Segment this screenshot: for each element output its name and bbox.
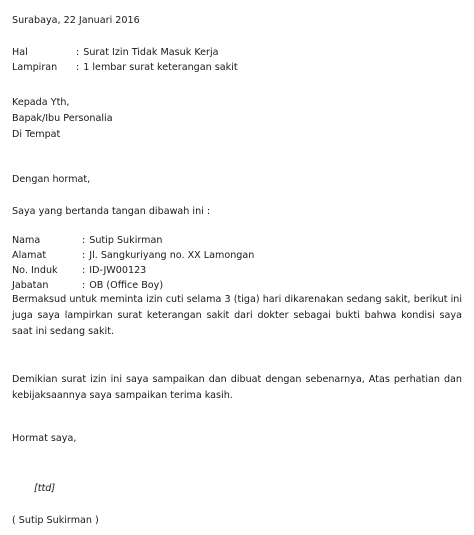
identity-value: Sutip Sukirman (89, 235, 163, 246)
recipient-line: Bapak/Ibu Personalia (12, 113, 113, 124)
identity-value: ID-JW00123 (89, 265, 147, 276)
signature: [ttd] (34, 483, 56, 494)
identity-row (12, 264, 254, 277)
hal-value: Surat Izin Tidak Masuk Kerja (83, 47, 219, 58)
recipient-line: Kepada Yth, (12, 97, 70, 108)
closing-paragraph: Demikian surat izin ini saya sampaikan dan dibuat dengan sebenarnya, Atas perhatian dan kebijaksaannya saya sampaikan terima kasih. (12, 374, 462, 401)
hal-label: Hal (12, 47, 28, 58)
identity-label: Jabatan (12, 280, 49, 291)
lampiran-row (12, 61, 238, 74)
identity-table (12, 234, 254, 292)
subject-block (12, 46, 238, 74)
identity-value: Jl. Sangkuriyang no. XX Lamongan (89, 250, 255, 261)
place-date: Surabaya, 22 Januari 2016 (12, 15, 140, 26)
identity-label: Alamat (12, 250, 47, 261)
identity-row (12, 249, 254, 262)
lampiran-separator: : (76, 62, 80, 73)
recipient-line: Di Tempat (12, 129, 61, 140)
recipient-block (12, 96, 113, 141)
intro: Saya yang bertanda tangan dibawah ini : (12, 206, 211, 217)
identity-separator: : (82, 280, 86, 291)
identity-separator: : (82, 250, 86, 261)
hal-row (12, 46, 238, 59)
signer-name: ( Sutip Sukirman ) (12, 515, 99, 526)
identity-separator: : (82, 235, 86, 246)
identity-label: Nama (12, 235, 41, 246)
hal-separator: : (76, 47, 80, 58)
identity-row (12, 279, 254, 292)
lampiran-label: Lampiran (12, 62, 58, 73)
identity-value: OB (Office Boy) (89, 280, 164, 291)
identity-label: No. Induk (12, 265, 58, 276)
sign-off: Hormat saya, (12, 433, 77, 444)
identity-row (12, 234, 254, 247)
lampiran-value: 1 lembar surat keterangan sakit (83, 62, 238, 73)
identity-separator: : (82, 265, 86, 276)
greeting: Dengan hormat, (12, 174, 91, 185)
body-paragraph: Bermaksud untuk meminta izin cuti selama 3 (tiga) hari dikarenakan sedang sakit, berikut ini juga saya lampirkan surat keterangan sakit dari dokter sebagai bukti bahwa kondisi saya saat ini sedang sakit. (12, 294, 462, 337)
